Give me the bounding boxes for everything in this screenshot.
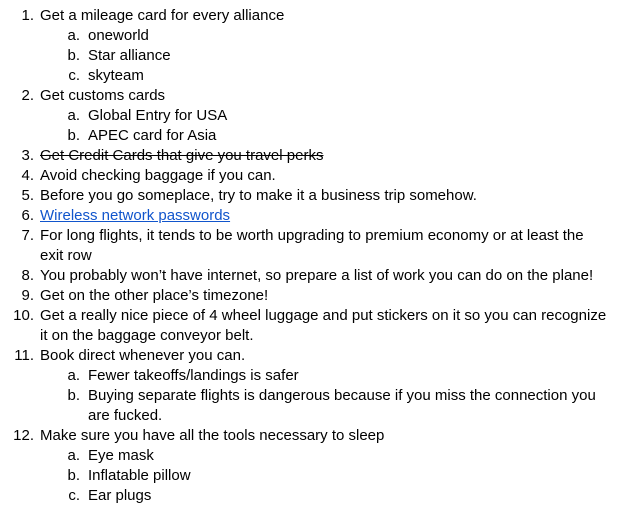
- list-item: [0, 146, 619, 166]
- sub-list-item: [0, 106, 619, 126]
- sub-list-item-text: Global Entry for USA: [88, 107, 228, 124]
- list-item-number: 3.: [21, 147, 34, 164]
- list-item: [0, 286, 619, 306]
- list-item-text: For long flights, it tends to be worth upgrading to premium economy or at least the exit row: [40, 227, 584, 264]
- list-item-text: Make sure you have all the tools necessary to sleep: [40, 427, 385, 444]
- list-item-text: Get a really nice piece of 4 wheel luggage and put stickers on it so you can recognize it on the baggage conveyor belt.: [40, 307, 607, 344]
- list-item-number: 1.: [21, 7, 34, 24]
- list-item-text: Get a mileage card for every alliance: [40, 7, 285, 24]
- sub-list-item-letter: a.: [67, 367, 80, 384]
- sub-list-item: [0, 126, 619, 146]
- sub-list-item: [0, 46, 619, 66]
- sub-list-item: [0, 386, 619, 426]
- list-item: [0, 426, 619, 446]
- list-item-number: 9.: [21, 287, 34, 304]
- sub-list-item: [0, 466, 619, 486]
- list-item-number: 6.: [21, 207, 34, 224]
- list-item-number: 12.: [13, 427, 34, 444]
- list-item: [0, 166, 619, 186]
- sub-list-item-letter: b.: [67, 387, 80, 404]
- sub-list-item-letter: a.: [67, 447, 80, 464]
- list-item-text: Book direct whenever you can.: [40, 347, 246, 364]
- sub-list-item-text: Ear plugs: [88, 487, 152, 504]
- sub-list-item-text: Buying separate flights is dangerous because if you miss the connection you are fucked.: [88, 387, 596, 424]
- sub-list-item-text: oneworld: [88, 27, 149, 44]
- list-item-text: Get on the other place’s timezone!: [40, 287, 269, 304]
- list-item-text: Get Credit Cards that give you travel perks: [40, 147, 324, 164]
- sub-list-item: [0, 486, 619, 506]
- list-item-text: Get customs cards: [40, 87, 166, 104]
- sub-list-item: [0, 66, 619, 86]
- sub-list-item-text: Star alliance: [88, 47, 171, 64]
- list-item-text: You probably won’t have internet, so prepare a list of work you can do on the plane!: [40, 267, 594, 284]
- sub-list-item-text: skyteam: [88, 67, 144, 84]
- sub-list-item-text: Inflatable pillow: [88, 467, 191, 484]
- sub-list-item: [0, 446, 619, 466]
- list-item: [0, 6, 619, 26]
- sub-list-item-letter: b.: [67, 47, 80, 64]
- list-item-text: Before you go someplace, try to make it a business trip somehow.: [40, 187, 477, 204]
- list-item: [0, 346, 619, 366]
- list-item: [0, 186, 619, 206]
- list-item-number: 5.: [21, 187, 34, 204]
- sub-list-item-letter: c.: [68, 487, 80, 504]
- sub-list-item-text: Eye mask: [88, 447, 154, 464]
- sub-list-item-letter: b.: [67, 127, 80, 144]
- list-item-number: 4.: [21, 167, 34, 184]
- list-item: [0, 266, 619, 286]
- list-item-number: 7.: [21, 227, 34, 244]
- sub-list-item-letter: c.: [68, 67, 80, 84]
- sub-list-item-text: APEC card for Asia: [88, 127, 217, 144]
- sub-list-item-letter: b.: [67, 467, 80, 484]
- document-body: [0, 6, 619, 506]
- sub-list-item-letter: a.: [67, 27, 80, 44]
- wireless-passwords-link[interactable]: Wireless network passwords: [40, 207, 231, 224]
- list-item: [0, 206, 619, 226]
- list-item: [0, 306, 619, 346]
- list-item-number: 2.: [21, 87, 34, 104]
- sub-list-item: [0, 26, 619, 46]
- list-item: [0, 86, 619, 106]
- sub-list-item-letter: a.: [67, 107, 80, 124]
- list-item-text: Avoid checking baggage if you can.: [40, 167, 276, 184]
- list-item: [0, 226, 619, 266]
- sub-list-item-text: Fewer takeoffs/landings is safer: [88, 367, 299, 384]
- list-item-number: 11.: [14, 347, 34, 364]
- list-item-number: 8.: [21, 267, 34, 284]
- list-item-number: 10.: [13, 307, 34, 324]
- sub-list-item: [0, 366, 619, 386]
